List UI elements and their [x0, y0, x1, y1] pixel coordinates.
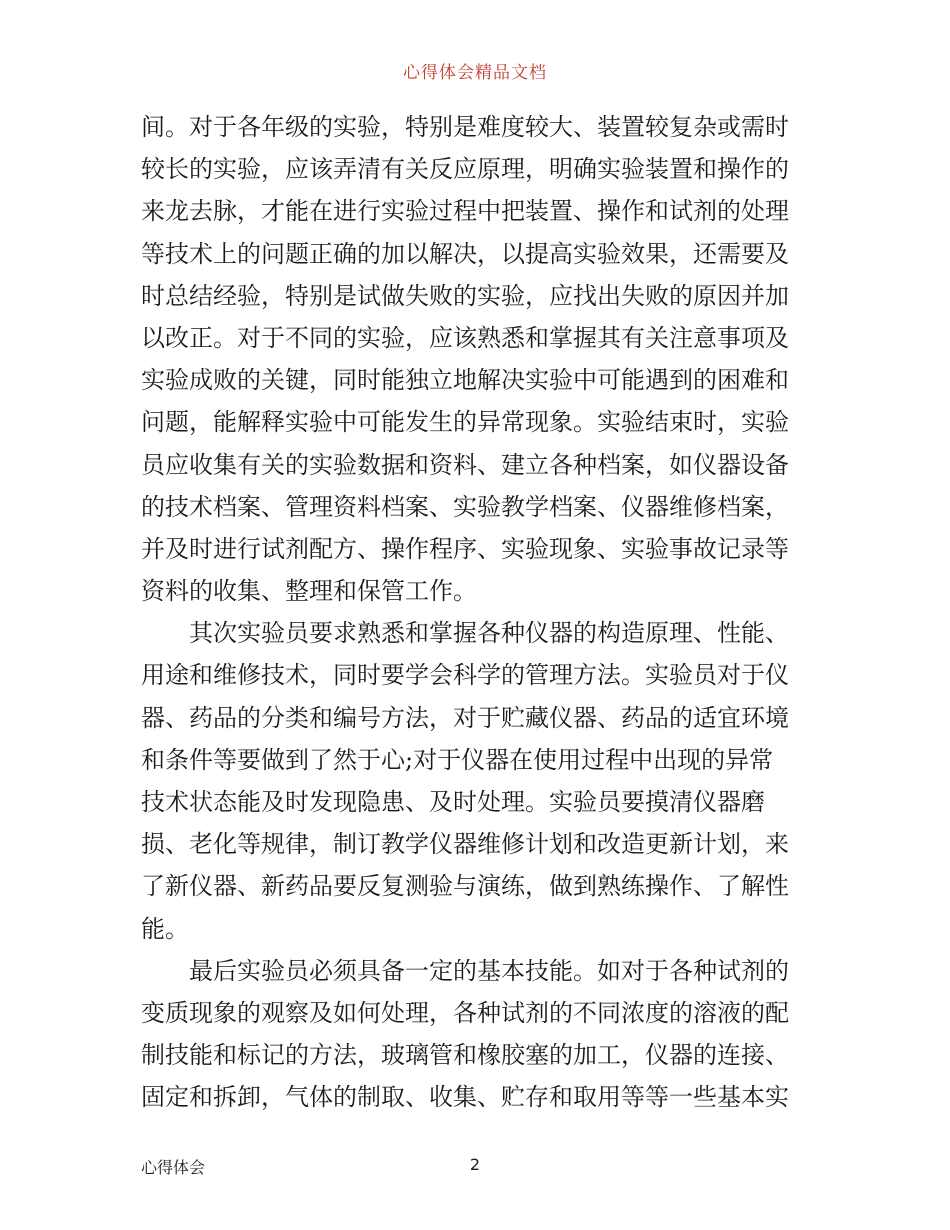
- text-line: 其次实验员要求熟悉和掌握各种仪器的构造原理、性能、: [141, 619, 789, 648]
- text-line: 最后实验员必须具备一定的基本技能。如对于各种试剂的: [141, 956, 789, 985]
- text-line: 时总结经验，特别是试做失败的实验，应找出失败的原因并加: [141, 281, 789, 310]
- text-line: 器、药品的分类和编号方法，对于贮藏仪器、药品的适宜环境: [141, 703, 789, 732]
- text-line: 资料的收集、整理和保管工作。: [141, 577, 477, 606]
- text-line: 实验成败的关键，同时能独立地解决实验中可能遇到的困难和: [141, 366, 789, 395]
- text-line: 了新仪器、新药品要反复测验与演练，做到熟练操作、了解性: [141, 872, 789, 901]
- text-line: 变质现象的观察及如何处理，各种试剂的不同浓度的溶液的配: [141, 998, 789, 1027]
- footer-label: 心得体会: [141, 1158, 206, 1177]
- text-line: 制技能和标记的方法，玻璃管和橡胶塞的加工，仪器的连接、: [141, 1041, 789, 1070]
- text-line: 和条件等要做到了然于心;对于仪器在使用过程中出现的异常: [141, 745, 774, 774]
- text-line: 等技术上的问题正确的加以解决，以提高实验效果，还需要及: [141, 239, 789, 268]
- page-header-title: 心得体会精品文档: [403, 63, 547, 83]
- text-line: 技术状态能及时发现隐患、及时处理。实验员要摸清仪器磨: [141, 788, 765, 816]
- text-line: 损、老化等规律，制订教学仪器维修计划和改造更新计划，来: [141, 830, 789, 859]
- text-line: 间。对于各年级的实验，特别是难度较大、装置较复杂或需时: [141, 113, 789, 141]
- text-line: 并及时进行试剂配方、操作程序、实验现象、实验事故记录等: [141, 534, 789, 563]
- text-line: 能。: [141, 914, 189, 943]
- body-text: [141, 106, 813, 1119]
- text-line: 固定和拆卸，气体的制取、收集、贮存和取用等等一些基本实: [141, 1083, 789, 1112]
- page-number: 2: [469, 1155, 481, 1174]
- text-line: 来龙去脉，才能在进行实验过程中把装置、操作和试剂的处理: [141, 197, 789, 226]
- text-line: 问题，能解释实验中可能发生的异常现象。实验结束时，实验: [141, 408, 789, 437]
- text-line: 用途和维修技术，同时要学会科学的管理方法。实验员对于仪: [141, 661, 789, 690]
- text-line: 的技术档案、管理资料档案、实验教学档案、仪器维修档案，: [141, 492, 789, 521]
- text-line: 员应收集有关的实验数据和资料、建立各种档案，如仪器设备: [141, 450, 789, 479]
- text-line: 以改正。对于不同的实验，应该熟悉和掌握其有关注意事项及: [141, 323, 789, 352]
- text-line: 较长的实验，应该弄清有关反应原理，明确实验装置和操作的: [141, 155, 789, 184]
